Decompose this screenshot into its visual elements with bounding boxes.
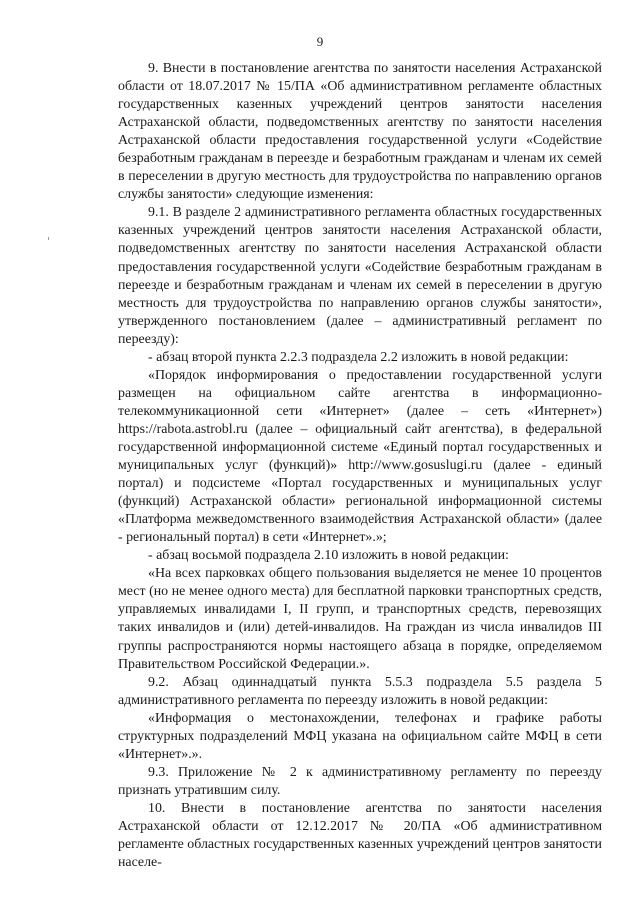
page-number: 9 xyxy=(316,34,324,49)
paragraph-9-1-item-1: - абзац второй пункта 2.2.3 подраздела 2.2 изложить в новой редакции: xyxy=(148,349,569,365)
paragraph-9-1: 9.1. В разделе 2 административного регламента областных государственных казенных учреждений центров занятости населения Астраханской области, подведомственных агентству по занятости населения Астраханской области предоставления государственной услуги «Содействие безработным гражданам в переезде и безработным гражданам и членам их семей в переселении в другую местность для трудоустройства по направлению органов службы занятости», утвержденного постановлением (далее – административный регламент по переезду): xyxy=(118,205,602,347)
paragraph-10: 10. Внести в постановление агентства по занятости населения Астраханской области от 12.12.2017 № 20/ПА «Об административном регламенте областных государственных казенных учреждений центров занятости населе- xyxy=(118,800,602,871)
document-body xyxy=(118,60,602,872)
paragraph-9-1-item-2: - абзац восьмой подраздела 2.10 изложить в новой редакции: xyxy=(148,548,509,564)
paragraph-9: 9. Внести в постановление агентства по занятости населения Астраханской области от 18.07.2017 № 15/ПА «Об административном регламенте областных государственных казенных учреждений центров занятости населения Астраханской области, подведомственных агентству по занятости населения Астраханской области предоставления государственной услуги «Содействие безработным гражданам в переезде и безработным гражданам и членам их семей в переселении в другую местность для трудоустройства по направлению органов службы занятости» следующие изменения: xyxy=(118,61,602,203)
paragraph-9-1-quote-1: «Порядок информирования о предоставлении государственной услуги размещен на официальном сайте агентства в информационно-телекоммуникационной сети «Интернет» (далее – сеть «Интернет») https://rabota.astrobl.ru (далее – официальный сайт агентства), в федеральной государственной информационной системе «Единый портал государственных и муниципальных услуг (функций)» http://www.gosuslugi.ru (далее - единый портал) и подсистеме «Портал государственных и муниципальных услуг (функций) Астраханской области» региональной информационной системы «Платформа межведомственного взаимодействия Астраханской области» (далее - региональный портал) в сети «Интернет».»; xyxy=(118,367,602,546)
margin-mark xyxy=(48,237,49,240)
paragraph-9-2: 9.2. Абзац одиннадцатый пункта 5.5.3 подраздела 5.5 раздела 5 административного регламента по переезду изложить в новой редакции: xyxy=(118,674,602,708)
paragraph-9-2-quote: «Информация о местонахождении, телефонах и графике работы структурных подразделений МФЦ указана на официальном сайте МФЦ в сети «Интернет».». xyxy=(118,710,602,762)
paragraph-9-3: 9.3. Приложение № 2 к административному регламенту по переезду признать утратившим силу. xyxy=(118,764,602,798)
paragraph-9-1-quote-2: «На всех парковках общего пользования выделяется не менее 10 процентов мест (но не менее одного места) для бесплатной парковки транспортных средств, управляемых инвалидами I, II групп, и транспортных средств, перевозящих таких инвалидов и (или) детей-инвалидов. На граждан из числа инвалидов III группы распространяются нормы настоящего абзаца в порядке, определяемом Правительством Российской Федерации.». xyxy=(118,566,602,672)
